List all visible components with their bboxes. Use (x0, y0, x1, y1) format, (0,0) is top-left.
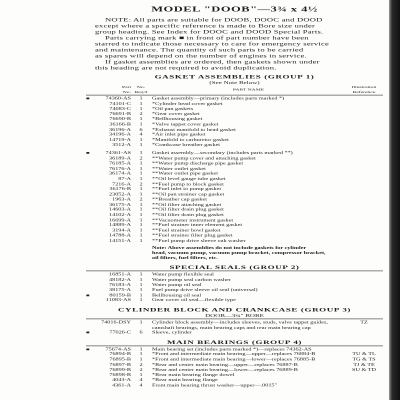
part-number: 74083-C (109, 106, 131, 112)
illustration-reference: TG & TS (352, 357, 376, 362)
part-number: 7216-A (112, 182, 131, 187)
part-name: **Oil level gauge tube gasket (152, 176, 226, 182)
quantity-required: 2 (139, 367, 143, 373)
part-name: Gear cover oil seal—flexible type (152, 298, 236, 303)
part-number: 4361-A (112, 383, 131, 388)
part-name: **Water outlet pipe gasket (152, 171, 218, 176)
header-line: Req'd (134, 90, 148, 94)
part-number: 14788-A (109, 233, 131, 238)
part-name: *Rear main bearing flange (152, 378, 218, 383)
quantity-required: 4 (139, 383, 143, 388)
quantity-required: 1 (139, 320, 143, 325)
part-number: 14151-A (109, 238, 131, 244)
part-name: *Rear main bearing flange dowel (152, 373, 235, 378)
part-name: Water pump oil seal (152, 282, 202, 288)
part-name-header: PART NAME (232, 88, 265, 92)
part-name: *Rear and center main bearing—lower—replaces 76889-B (152, 367, 298, 373)
section-heading: MAIN BEARINGS (GROUP 4) (166, 338, 303, 345)
part-number: 76185-A (109, 161, 131, 166)
header-line: Reference (352, 90, 376, 94)
quantity-required: 1 (139, 223, 143, 228)
text-line: starred to indicate those necessary to care for emergency service (95, 40, 330, 47)
table-row (86, 331, 383, 336)
main-bearings-section (0, 339, 400, 389)
part-name: *Exhaust manifold to head gasket (152, 127, 236, 132)
part-name: **Fuel strainer bowl gasket (152, 228, 221, 233)
quantity-required: 2 (139, 362, 143, 367)
part-name: **Fuel pump to block gasket (152, 182, 224, 187)
star-mark: ■ (86, 331, 90, 335)
cylinder-block-list (0, 320, 400, 335)
part-name: *Rear and center main bearing—upper—replaces 76887-B (152, 362, 298, 367)
divider (86, 319, 383, 320)
quantity-required: 1 (139, 202, 143, 207)
divider (86, 95, 383, 96)
star-mark: ■ (86, 293, 90, 298)
part-number: 76691-B (109, 112, 131, 117)
section-heading: GASKET ASSEMBLIES (GROUP 1) (154, 73, 315, 80)
part-number: 36196-A (109, 127, 131, 132)
part-number: 36166-B (109, 122, 131, 127)
gasket-assembly-note (152, 246, 383, 261)
illustration-reference (345, 383, 383, 388)
part-name: **Oil pan strainer cap gasket (152, 192, 225, 197)
starred-parts-paragraph (95, 35, 383, 59)
page-edge-shadow (389, 0, 400, 400)
star-mark: ■ (86, 151, 90, 156)
part-number: 36174-A (109, 171, 131, 176)
quantity-required: 1 (139, 233, 143, 238)
divider (86, 345, 383, 346)
illustration-reference: SU & TD (352, 367, 376, 373)
part-name: **Breather cap gasket (152, 197, 207, 202)
star-mark (86, 143, 96, 148)
part-number: 74016-DSY (101, 320, 131, 325)
gasket-note-paragraph (95, 59, 383, 71)
main-bearings-list (0, 347, 400, 388)
illustration-reference (345, 331, 383, 336)
part-number: 74101-C (109, 101, 131, 106)
quantity-required: 1 (139, 137, 143, 143)
star-mark: ■ (86, 97, 90, 101)
part-number: 74361-AS (105, 151, 131, 156)
star-mark (86, 320, 96, 330)
quantity-required: 2 (139, 197, 143, 202)
special-seals-list (0, 273, 400, 304)
table-row (86, 320, 383, 330)
part-name: *Valve tappet cover gasket (152, 122, 219, 127)
illustration-reference-header (345, 86, 383, 95)
part-number: 14719-A (109, 137, 131, 143)
part-number: 3512-A (112, 143, 131, 148)
table-row (86, 239, 383, 244)
quantity-required: 1 (139, 171, 143, 176)
table-row (86, 383, 383, 388)
section-subheading: (See Note Below) (209, 80, 260, 86)
quantity-required: 1 (139, 187, 143, 192)
section-heading: CYLINDER BLOCK AND CRANKCASE (GROUP 3) (117, 306, 352, 313)
table-row (86, 143, 383, 148)
intro-notes (95, 17, 383, 71)
part-name: **Fuel inlet to pump gasket (152, 187, 222, 192)
part-number: 76899-B (109, 367, 131, 373)
part-number: 48182-A (109, 277, 131, 282)
quantity-required: 1 (139, 176, 143, 182)
part-number: 75674-AS (105, 347, 131, 352)
gasket-assemblies-section (0, 74, 400, 261)
part-number: 4043-A (112, 378, 131, 383)
quantity-required: 4 (139, 132, 143, 137)
quantity-required: 1 (139, 143, 143, 148)
quantity-required: 1 (139, 101, 143, 106)
quantity-required: 1 (139, 272, 143, 277)
special-seals-section (0, 264, 400, 303)
bore-note-paragraph (95, 17, 383, 35)
part-number: 16851-A (109, 272, 131, 277)
quantity-required: 1 (139, 213, 143, 218)
divider (86, 271, 383, 272)
part-number: 36175-A (109, 202, 131, 207)
text-line: group heading. See Index for DOOC and DOOD Special Parts. (95, 28, 324, 35)
part-name: *Oil pan gaskets (152, 106, 194, 112)
part-name: Water pump seal carbon washer (152, 277, 231, 282)
header-line: No. (122, 90, 131, 94)
quantity-required: 1 (139, 347, 143, 352)
part-number: 77026-C (109, 330, 131, 335)
primary-gasket-list (0, 97, 400, 149)
part-name: *Air inlet pipe gasket (152, 132, 206, 137)
illustration-reference (345, 143, 383, 148)
part-name: Cylinder block assembly—includes sleeves, studs, valve tappet guides, camshaft bearings, main bearing caps and rear main bearing cap (152, 320, 328, 330)
mark-column-spacer (86, 86, 96, 95)
quantity-required: 1 (139, 277, 143, 282)
part-number: 76183-A (109, 282, 131, 288)
part-number: 16699-A (109, 218, 131, 223)
secondary-gasket-list (0, 151, 400, 244)
quantity-required: 2 (139, 112, 143, 117)
part-name: Main bearing set (includes parts marked *)—replaces 74362-AS (152, 347, 312, 352)
part-name: *Gear cover gasket (152, 112, 200, 117)
part-name: **Fuel pump drive sleeve oak washer (152, 238, 246, 244)
text-line: NOTE: All parts are suitable for DOOB, DOOC and DOOD (105, 16, 323, 23)
star-mark: ■ (86, 347, 90, 352)
quantity-required: 1 (139, 122, 143, 127)
quantity-required: 1 (139, 298, 143, 303)
part-name: **Water pump discharge pipe gasket (152, 161, 244, 166)
illustration-reference: TZ (360, 320, 368, 325)
part-number: 36176-B (109, 187, 131, 192)
header-line: No. (136, 85, 146, 90)
quantity-required: 1 (139, 352, 143, 357)
quantity-required: 1 (139, 207, 143, 213)
note-line: oil filters, fuel filters, etc. (152, 256, 218, 261)
cylinder-block-section (0, 307, 400, 336)
part-name: Sleeve, cylinder (152, 330, 192, 335)
part-name: Water pump flexible seal (152, 272, 214, 277)
quantity-required: 1 (139, 228, 143, 233)
part-number: 38175-A (109, 288, 131, 293)
quantity-required: 1 (139, 192, 143, 197)
part-name: *Front and intermediate main bearing—lower—replaces 76885-B (152, 357, 316, 362)
illustration-reference (345, 239, 383, 244)
text-line: as spares will depend on the number of engines in service. (95, 52, 307, 59)
part-number: 80159-B (109, 293, 131, 298)
star-mark (86, 383, 96, 388)
quantity-required: 1 (139, 288, 143, 293)
part-number: 3194-A (112, 228, 131, 233)
part-number: 74360-AS (105, 96, 131, 101)
text-line: If gasket assemblies are ordered, then gaskets shown under (105, 58, 320, 65)
part-name: *Bellhousing gasket (152, 117, 203, 122)
part-number: 14603-A (109, 207, 131, 213)
header-line: Illustration (351, 85, 377, 90)
part-name: Bellhousing oil seal (152, 293, 202, 298)
quantity-required: 1 (139, 218, 143, 223)
quantity-required: 1 (139, 293, 143, 298)
part-name: **Oil filter drain plug gasket (152, 207, 224, 213)
quantity-required: 1 (139, 151, 143, 156)
part-number: 76895-B (109, 357, 131, 362)
part-number: 1963-A (112, 197, 131, 202)
part-name: **Fuel strainer inner element gasket (152, 223, 243, 228)
text-line: this heading are not required to avoid duplication. (95, 64, 277, 71)
bore-subheading: DOOB—3¾" BORE (205, 313, 264, 318)
text-line: and maintenance. The quantity of such parts to be carried (95, 46, 304, 53)
quantity-required: 1 (139, 96, 143, 101)
part-number: 14102-A (109, 213, 131, 218)
quantity-required: 1 (139, 106, 143, 112)
star-mark (86, 298, 96, 303)
text-line: Parts carrying mark ■ in front of part number have been (105, 34, 309, 41)
part-name: **Oil filter attaching gasket (152, 202, 222, 207)
part-number: 11083-AS (105, 298, 131, 303)
part-number: 76176-A (109, 166, 131, 171)
quantity-required: 1 (139, 238, 143, 244)
part-name: Fuel pump drive sleeve oil seal (universal) (152, 288, 258, 293)
quantity-required: 6 (139, 330, 143, 335)
quantity-required: 1 (139, 373, 143, 378)
part-name: Gasket assembly—secondary (includes parts marked **) (152, 151, 293, 156)
illustration-reference: TJ & TE (353, 362, 375, 367)
quantity-required: 1 (139, 117, 143, 122)
part-number: 87-A (118, 176, 131, 182)
part-name: **Water outlet gasket (152, 166, 206, 171)
quantity-required: 1 (139, 166, 143, 171)
part-number: 76897-B (109, 362, 131, 367)
part-number: 76690-B (109, 117, 131, 122)
part-name: *Front and intermediate main bearing—upper—replaces 76884-B (152, 352, 316, 357)
quantity-required: 4 (139, 378, 143, 383)
text-line: except where a specific reference is made to Bore size under (95, 22, 316, 29)
column-header (86, 86, 383, 95)
part-name: *Cylinder head cover gasket (152, 101, 223, 106)
part-name: Gasket assembly—primary (includes parts marked *) (152, 96, 285, 101)
quantity-required: 2 (139, 156, 143, 161)
table-row (86, 298, 383, 303)
part-number: 76894-B (109, 352, 131, 357)
note-line: Note: Above assemblies do not include gaskets for cylinder (152, 245, 307, 250)
quantity-required: 1 (139, 282, 143, 288)
part-number: 34196-A (109, 132, 131, 137)
illustration-reference: TU & TL (352, 352, 376, 357)
part-name: **Vacuometer instrument gasket (152, 218, 234, 223)
part-number: 36189-A (109, 156, 131, 161)
header-line: Part (121, 85, 131, 90)
part-name: **Oil filter drain plug gasket (152, 213, 224, 218)
part-no-header (96, 86, 134, 95)
part-name: **Water pump cover and attaching gasket (152, 156, 256, 161)
part-name: **Fuel strainer filter plug gasket (152, 233, 233, 238)
quantity-required: 2 (139, 182, 143, 187)
quantity-required: 6 (139, 127, 143, 132)
part-name: Front main bearing thrust washer—upper—.0015" (152, 383, 278, 388)
qty-header (134, 86, 148, 95)
section-heading: SPECIAL SEALS (GROUP 2) (169, 264, 300, 271)
note-line: head, vacuum pump, vacuum pump bracket, compressor bracket, (152, 250, 326, 256)
quantity-required: 1 (139, 161, 143, 166)
page-title: MODEL "DOOB"—3¾ x 4½ (151, 4, 318, 14)
part-number: 14889-A (109, 223, 131, 228)
star-mark (86, 239, 96, 244)
illustration-reference (345, 298, 383, 303)
quantity-required: 1 (139, 357, 143, 362)
part-name: *Manifold to carburetor gasket (152, 137, 229, 143)
part-number: 23052-A (109, 192, 131, 197)
part-name: *Crankcase breather gasket (152, 143, 221, 148)
part-number: 76898-B (109, 373, 131, 378)
